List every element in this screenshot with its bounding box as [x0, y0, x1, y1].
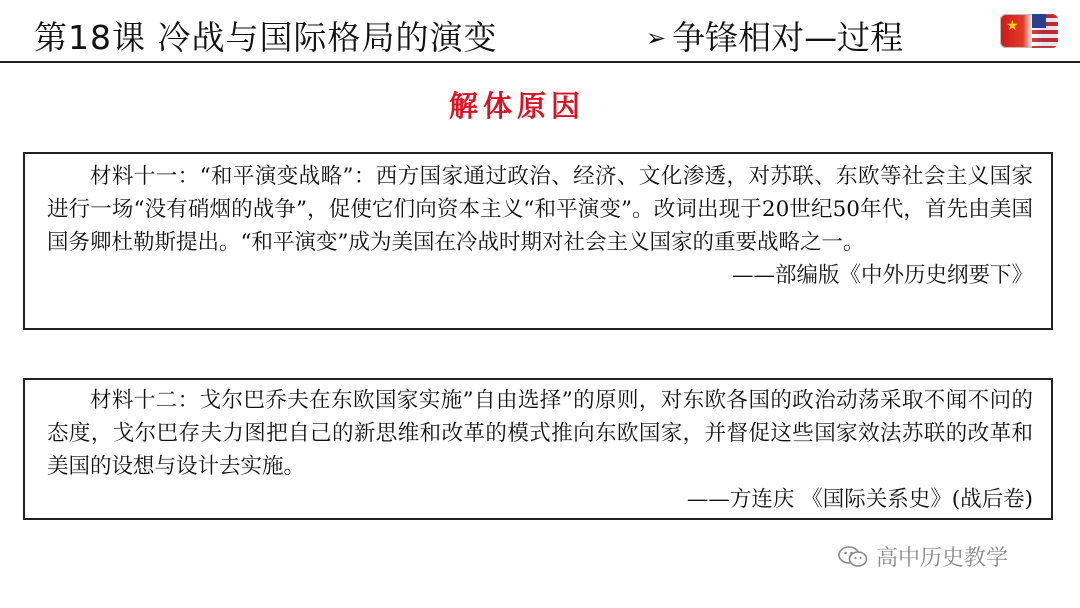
- section-title: 争锋相对—过程: [672, 18, 904, 57]
- material-box-11: [23, 152, 1053, 330]
- slide-subtitle: 解体原因: [448, 89, 585, 123]
- material-box-12: [23, 378, 1053, 520]
- material-source: ——方连庆 《国际关系史》(战后卷): [686, 487, 1033, 512]
- section-heading: [646, 12, 903, 59]
- china-us-flags-icon: ★: [1000, 14, 1058, 48]
- lesson-title: 第18课 冷战与国际格局的演变: [34, 18, 498, 57]
- watermark-text: 高中历史教学: [876, 546, 1009, 571]
- watermark: [838, 541, 1008, 572]
- material-text: 材料十二：戈尔巴乔夫在东欧国家实施”自由选择”的原则，对东欧各国的政治动荡采取不闻不问的态度，戈尔巴存夫力图把自己的新思维和改革的模式推向东欧国家，并督促这些国家效法苏联的改革和美国的设想与设计去实施。: [47, 388, 1033, 479]
- wechat-icon: [838, 546, 868, 568]
- slide-header: [0, 0, 1080, 62]
- arrow-bullet-icon: ➢: [646, 24, 667, 52]
- header-divider: [0, 61, 1080, 63]
- material-source: ——部编版《中外历史纲要下》: [731, 263, 1033, 288]
- material-text: 材料十一：“和平演变战略”：西方国家通过政治、经济、文化渗透，对苏联、东欧等社会主义国家进行一场“没有硝烟的战争”，促使它们向资本主义“和平演变”。改词出现于20世纪50年代，首先由美国国务卿杜勒斯提出。“和平演变”成为美国在冷战时期对社会主义国家的重要战略之一。: [47, 164, 1033, 255]
